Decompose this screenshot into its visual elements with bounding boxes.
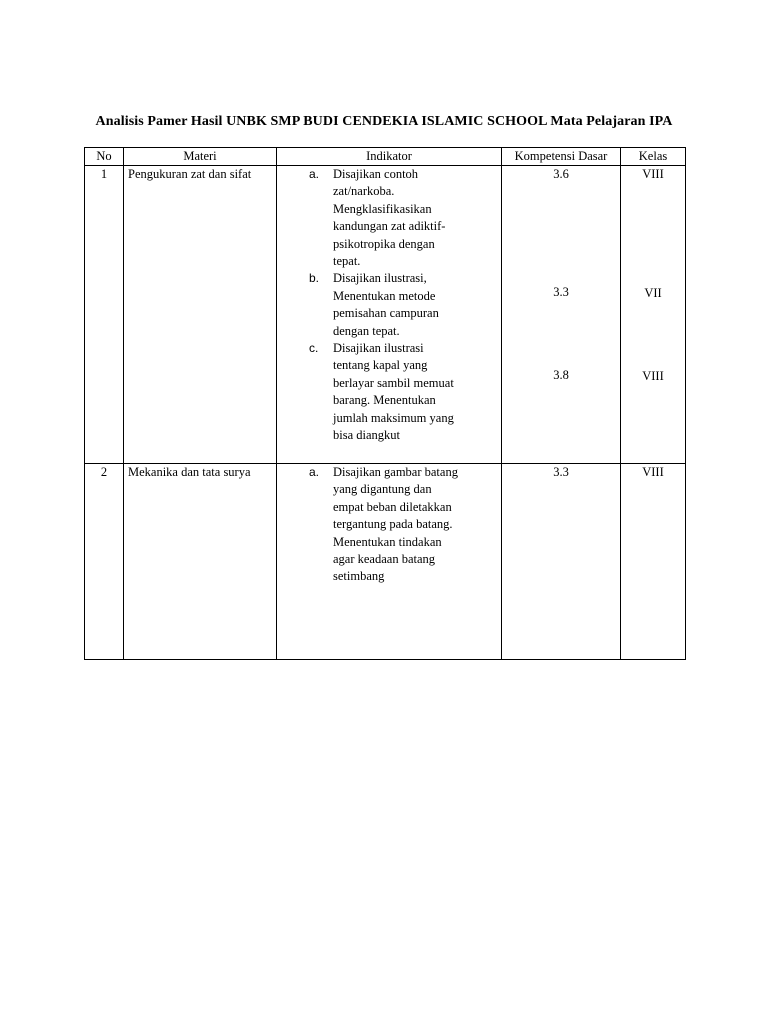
kd-value: 3.3 <box>553 285 569 299</box>
indikator-list <box>281 464 497 586</box>
header-no: No <box>85 148 124 166</box>
kelas-value: VII <box>644 286 662 300</box>
row-kelas <box>621 166 686 464</box>
table-row <box>85 464 686 660</box>
header-materi: Materi <box>124 148 277 166</box>
analysis-table <box>84 147 686 660</box>
indikator-text: Disajikan gambar batang yang digantung dan empat beban diletakkan tergantung pada batang. Menentukan tindakan agar keadaan batang setimbang <box>333 465 458 584</box>
indikator-text: Disajikan ilustrasi, Menentukan metode pemisahan campuran dengan tepat. <box>333 271 439 338</box>
row-kelas: VIII <box>621 464 686 660</box>
indikator-marker: a. <box>309 465 320 479</box>
indikator-marker: b. <box>309 271 320 286</box>
indikator-item <box>281 340 461 444</box>
kelas-value: VIII <box>642 167 664 181</box>
header-indikator: Indikator <box>277 148 502 166</box>
row-no: 1 <box>85 166 124 464</box>
indikator-marker: a. <box>309 167 320 181</box>
indikator-item <box>281 270 461 340</box>
indikator-text: Disajikan ilustrasi tentang kapal yang berlayar sambil memuat barang. Menentukan jumlah maksimum yang bisa diangkut <box>333 341 454 443</box>
row-kompetensi-dasar: 3.3 <box>502 464 621 660</box>
row-kompetensi-dasar <box>502 166 621 464</box>
row-materi: Mekanika dan tata surya <box>124 464 277 660</box>
indikator-marker: c. <box>309 341 319 356</box>
document-title: Analisis Pamer Hasil UNBK SMP BUDI CENDEKIA ISLAMIC SCHOOL Mata Pelajaran IPA <box>95 114 673 129</box>
table-row <box>85 166 686 464</box>
kelas-value: VIII <box>642 369 664 383</box>
row-materi: Pengukuran zat dan sifat <box>124 166 277 464</box>
row-indikator <box>277 464 502 660</box>
header-kelas: Kelas <box>621 148 686 166</box>
kd-value: 3.8 <box>553 368 569 382</box>
indikator-text: Disajikan contoh zat/narkoba. Mengklasifikasikan kandungan zat adiktif-psikotropika dengan tepat. <box>333 167 446 269</box>
row-indikator <box>277 166 502 464</box>
table-header-row <box>85 148 686 166</box>
indikator-item <box>281 464 461 586</box>
indikator-item <box>281 166 461 270</box>
kd-value: 3.6 <box>553 167 569 181</box>
header-kompetensi-dasar: Kompetensi Dasar <box>502 148 621 166</box>
indikator-list <box>281 166 497 445</box>
row-no: 2 <box>85 464 124 660</box>
